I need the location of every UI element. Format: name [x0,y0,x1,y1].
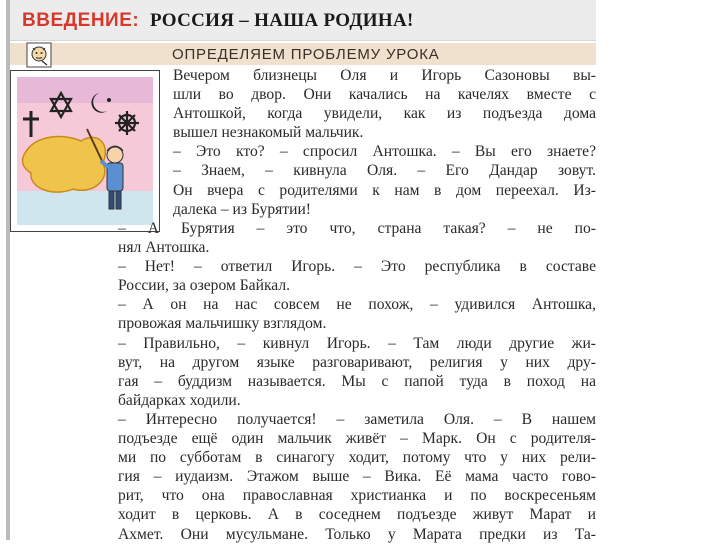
text-line: Ахмет. Они мусульмане. Только у Марата предки из Та- [118,525,596,543]
page-title: РОССИЯ – НАША РОДИНА! [150,10,414,31]
page-header [10,0,596,41]
text-line: – Интересно получается! – заметила Оля. – В нашем [118,410,596,428]
text-line: нял Антошка. [118,239,210,257]
text-line: вут, на другом языке разговаривают, религия у них дру- [118,353,596,371]
text-line: – Знаем, – кивнула Оля. – Его Дандар зовут. [173,162,596,180]
religions-illustration [10,70,160,232]
text-line: Антошкой, когда увидели, как из подъезда дома [173,105,596,123]
text-line: ми по субботам в синагогу ходит, потому что у них рели- [118,449,596,467]
text-line: шли во двор. Они качались на качелях вместе с [173,86,596,104]
text-line: байдарках ходили. [118,391,241,409]
text-line: провожая мальчишку взглядом. [118,315,327,333]
thinking-face-icon [26,42,52,68]
text-line: – Нет! – ответил Игорь. – Это республика в составе [118,258,596,276]
text-line: вышел незнакомый мальчик. [173,124,364,142]
text-column-wide [118,219,596,544]
text-line: – А Бурятия – это что, страна такая? – не по- [118,220,596,237]
section-label: ВВЕДЕНИЕ: [22,10,140,31]
text-line: России, за озером Байкал. [118,277,291,295]
text-line: – Правильно, – кивнул Игорь. – Там люди другие жи- [118,334,596,352]
text-line: Вечером близнецы Оля и Игорь Сазоновы вы- [173,67,596,84]
text-line: Он вчера с родителями к нам в дом переехал. Из- [173,181,596,199]
text-line: далека – из Бурятии! [173,200,311,218]
lesson-heading: ОПРЕДЕЛЯЕМ ПРОБЛЕМУ УРОКА [172,46,440,63]
text-line: – Это кто? – спросил Антошка. – Вы его знаете? [173,143,596,161]
text-line: подъезде ещё один мальчик живёт – Марк. Он с родителя- [118,430,596,448]
text-line: гая – буддизм называется. Мы с папой туда в поход на [118,372,596,390]
text-line: – А он на нас совсем не похож, – удивился Антошка, [118,296,596,314]
text-column-narrow [173,66,596,219]
text-line: гия – иудаизм. Этажом выше – Вика. Её мама часто гово- [118,468,596,486]
text-line: рит, что она православная христианка и по воскресеньям [118,487,596,505]
text-line: ходит в церковь. А в соседнем подъезде живут Марат и [118,506,596,524]
